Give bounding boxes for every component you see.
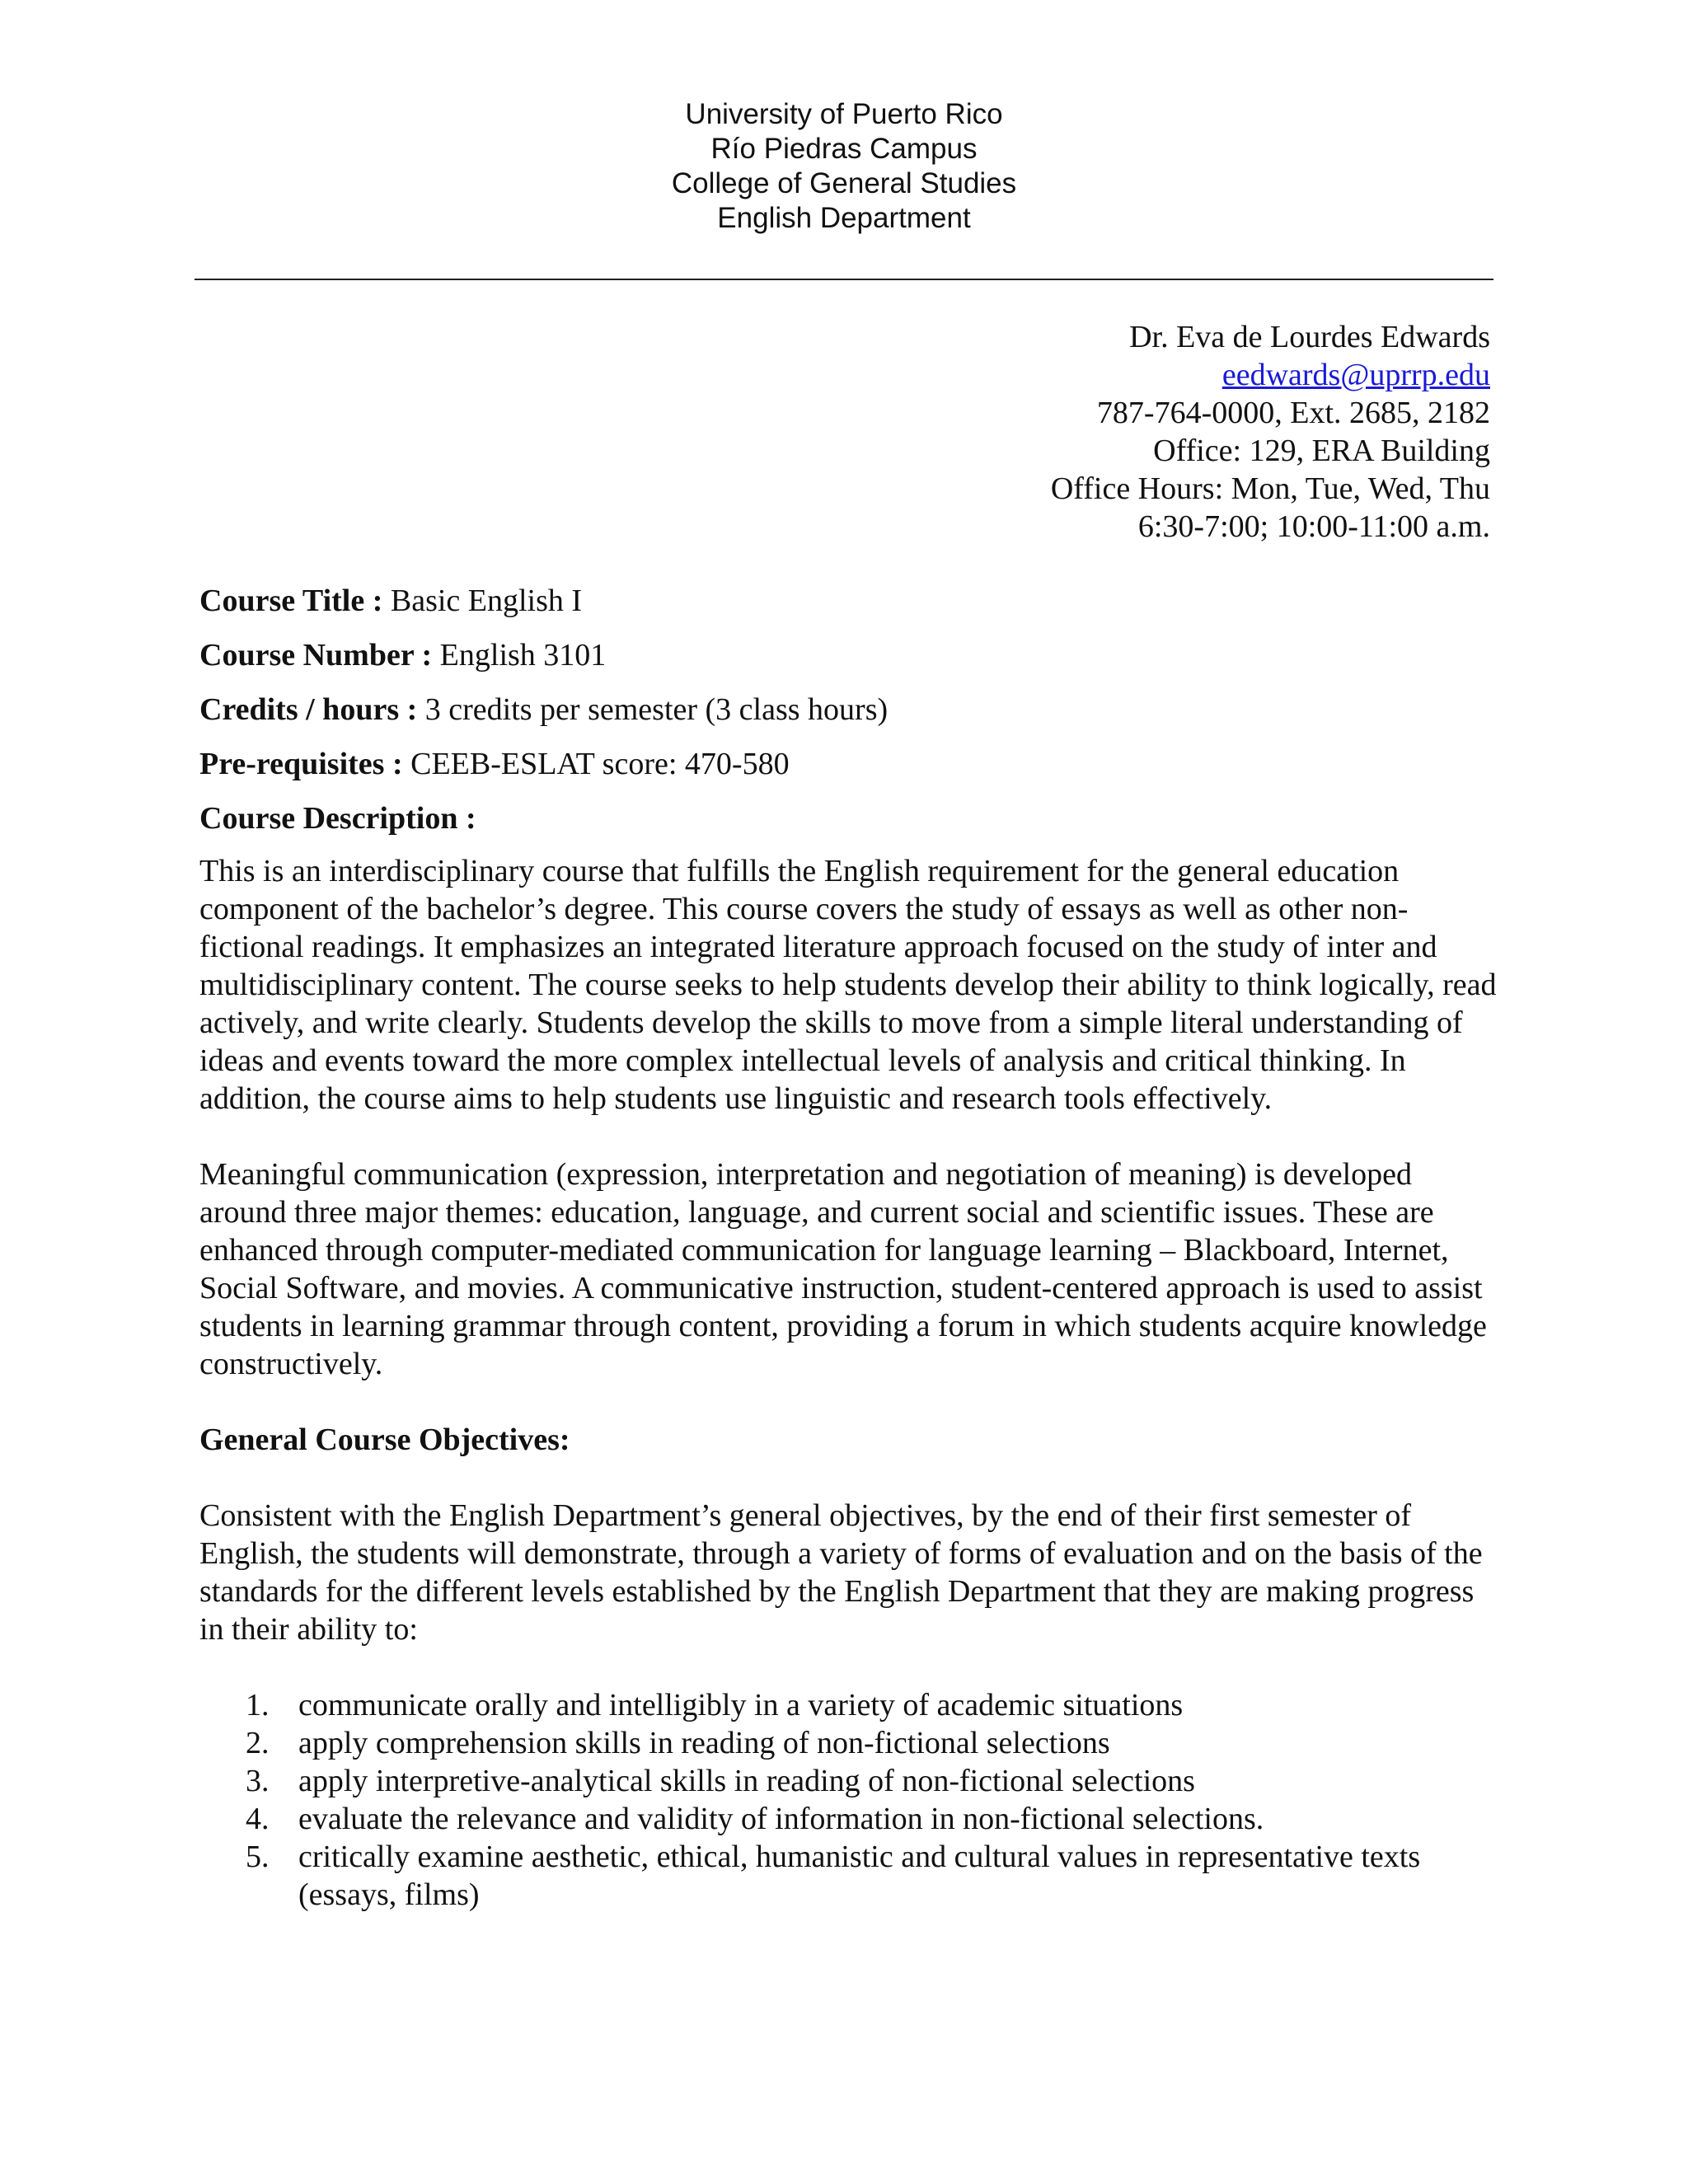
course-description-heading: Course Description : xyxy=(199,801,476,836)
credits-value: 3 credits per semester (3 class hours) xyxy=(417,692,889,727)
objective-item xyxy=(199,1838,1502,1914)
objective-number: 1. xyxy=(246,1688,270,1722)
objective-number: 2. xyxy=(246,1726,270,1760)
prerequisites-label: Pre-requisites : xyxy=(199,747,403,781)
prerequisites-value: CEEB-ESLAT score: 470-580 xyxy=(402,747,790,781)
instructor-office: Office: 129, ERA Building xyxy=(1153,434,1490,468)
objective-text: critically examine aesthetic, ethical, humanistic and cultural values in representative texts (essays, films) xyxy=(298,1840,1421,1912)
course-description-paragraph-1: This is an interdisciplinary course that fulfills the English requirement for the general education component of the bachelor’s degree. This course covers the study of essays as well as other non-fictional readings. It emphasizes an integrated literature approach focused on the study of inter and multidisciplinary content. The course seeks to help students develop their ability to think logically, read actively, and write clearly. Students develop the skills to move from a simple literal understanding of ideas and events toward the more complex intellectual levels of analysis and critical thinking. In addition, the course aims to help students use linguistic and research tools effectively. xyxy=(199,854,1497,1116)
instructor-name: Dr. Eva de Lourdes Edwards xyxy=(1129,320,1490,354)
document-header xyxy=(0,97,1688,236)
credits-label: Credits / hours : xyxy=(199,692,418,727)
objective-text: evaluate the relevance and validity of information in non-fictional selections. xyxy=(298,1802,1264,1836)
course-number-value: English 3101 xyxy=(432,638,607,673)
course-body xyxy=(199,582,1502,1914)
department-name: English Department xyxy=(717,202,971,234)
university-name: University of Puerto Rico xyxy=(685,98,1003,130)
objective-item xyxy=(199,1686,1502,1724)
college-name: College of General Studies xyxy=(671,167,1017,199)
objective-number: 3. xyxy=(246,1764,270,1798)
instructor-email-link[interactable]: eedwards@uprrp.edu xyxy=(1221,358,1490,392)
objective-text: communicate orally and intelligibly in a variety of academic situations xyxy=(298,1688,1184,1722)
prerequisites-field xyxy=(199,745,1502,783)
header-divider xyxy=(195,279,1493,280)
course-title-field xyxy=(199,582,1502,620)
instructor-contact xyxy=(1051,318,1490,546)
objective-text: apply comprehension skills in reading of non-fictional selections xyxy=(298,1726,1110,1760)
objective-item xyxy=(199,1762,1502,1800)
objective-item xyxy=(199,1724,1502,1762)
course-title-label: Course Title : xyxy=(199,583,383,618)
objectives-list xyxy=(199,1686,1502,1914)
objective-number: 4. xyxy=(246,1802,270,1836)
instructor-phone: 787-764-0000, Ext. 2685, 2182 xyxy=(1096,396,1490,430)
course-number-label: Course Number : xyxy=(199,638,433,673)
objective-number: 5. xyxy=(246,1840,270,1874)
course-description-paragraph-2: Meaningful communication (expression, interpretation and negotiation of meaning) is developed around three major themes: education, language, and current social and scientific issues. These are enhanced through computer-mediated communication for language learning – Blackboard, Internet, Social Software, and movies. A communicative instruction, student-centered approach is used to assist students in learning grammar through content, providing a forum in which students acquire knowledge constructively. xyxy=(199,1157,1487,1381)
course-number-field xyxy=(199,636,1502,674)
objective-item xyxy=(199,1800,1502,1838)
credits-field xyxy=(199,691,1502,729)
objective-text: apply interpretive-analytical skills in reading of non-fictional selections xyxy=(298,1764,1195,1798)
campus-name: Río Piedras Campus xyxy=(710,133,978,165)
objectives-heading: General Course Objectives: xyxy=(199,1422,570,1457)
office-hours-days: Office Hours: Mon, Tue, Wed, Thu xyxy=(1050,471,1490,506)
office-hours-times: 6:30-7:00; 10:00-11:00 a.m. xyxy=(1137,509,1490,544)
objectives-intro: Consistent with the English Department’s general objectives, by the end of their first semester of English, the students will demonstrate, through a variety of forms of evaluation and on the basis of the standards for the different levels established by the English Department that they are making progress in their ability to: xyxy=(199,1498,1483,1647)
course-title-value: Basic English I xyxy=(382,583,583,618)
